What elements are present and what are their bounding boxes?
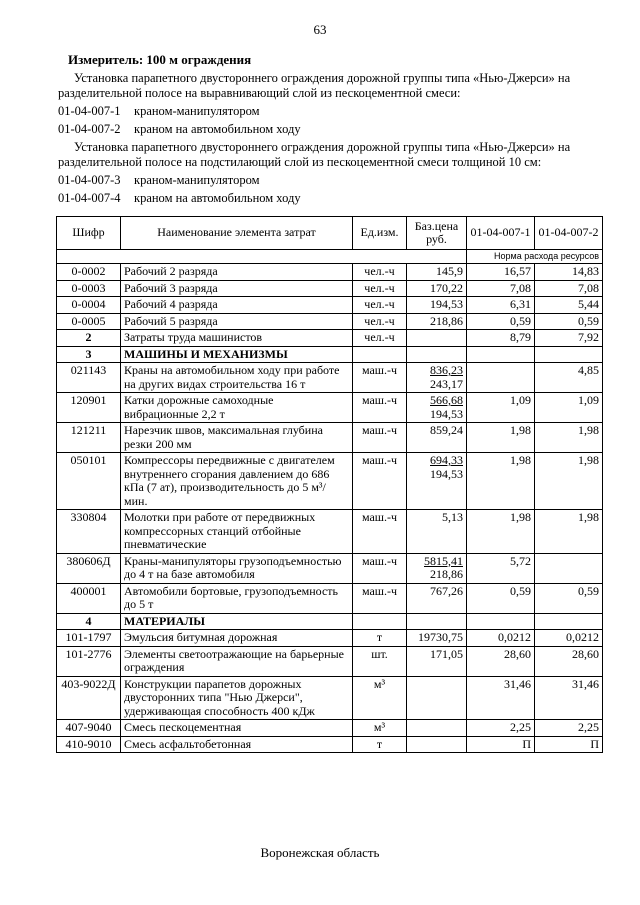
table-row: [57, 630, 603, 647]
cell-value-2: 31,46: [535, 676, 603, 720]
cell-value-1: 1,09: [467, 393, 535, 423]
cell-value-2: [535, 346, 603, 363]
cell-code: 021143: [57, 363, 121, 393]
cell-name: Конструкции парапетов дорожных двусторонних типа "Нью Джерси", удерживающая способность 400 кДж: [121, 676, 353, 720]
cell-value-2: 2,25: [535, 720, 603, 737]
cell-value-2: 0,59: [535, 583, 603, 613]
cell-name: МАТЕРИАЛЫ: [121, 613, 353, 630]
cell-name: Элементы светоотражающие на барьерные ограждения: [121, 646, 353, 676]
cell-code: 410-9010: [57, 736, 121, 753]
table-row: [57, 313, 603, 330]
table-row: [57, 393, 603, 423]
section-row: [57, 346, 603, 363]
page-number: 63: [313, 22, 327, 37]
cell-value-2: 1,09: [535, 393, 603, 423]
table-row: [57, 280, 603, 297]
cell-value-1: 1,98: [467, 453, 535, 510]
header-code: Шифр: [57, 217, 121, 250]
cell-name: Краны на автомобильном ходу при работе на других видах строительства 16 т: [121, 363, 353, 393]
table-header-row: [57, 217, 603, 250]
meter-heading: Измеритель: 100 м ограждения: [68, 52, 252, 67]
cell-name: Затраты труда машинистов: [121, 330, 353, 347]
cell-code: 0-0003: [57, 280, 121, 297]
header-col1: 01-04-007-1: [467, 217, 535, 250]
cell-value-2: 1,98: [535, 510, 603, 554]
cell-value-1: 1,98: [467, 423, 535, 453]
cell-unit: маш.-ч: [353, 453, 407, 510]
cell-unit: чел.-ч: [353, 264, 407, 281]
cell-price: [407, 613, 467, 630]
cell-value-2: П: [535, 736, 603, 753]
cell-value-1: [467, 363, 535, 393]
cell-value-1: [467, 346, 535, 363]
cell-price: 5815,41 218,86: [407, 553, 467, 583]
cell-value-1: 28,60: [467, 646, 535, 676]
cell-value-1: 7,08: [467, 280, 535, 297]
cell-price: 767,26: [407, 583, 467, 613]
code-line: 01-04-007-2 краном на автомобильном ходу: [58, 122, 301, 136]
code-line: 01-04-007-1 краном-манипулятором: [58, 104, 260, 118]
cell-unit: чел.-ч: [353, 280, 407, 297]
cell-name: Нарезчик швов, максимальная глубина резки 200 мм: [121, 423, 353, 453]
table-row: [57, 720, 603, 737]
cell-price: 694,33 194,53: [407, 453, 467, 510]
table-row: [57, 363, 603, 393]
cell-name: Молотки при работе от передвижных компрессорных станций отбойные пневматические: [121, 510, 353, 554]
cell-code: 3: [57, 346, 121, 363]
header-col2: 01-04-007-2: [535, 217, 603, 250]
cell-unit: маш.-ч: [353, 363, 407, 393]
cell-price: [407, 736, 467, 753]
cell-name: Смесь асфальтобетонная: [121, 736, 353, 753]
cell-value-2: 4,85: [535, 363, 603, 393]
cell-code: 120901: [57, 393, 121, 423]
cell-unit: м³: [353, 720, 407, 737]
section-row: [57, 613, 603, 630]
cell-unit: м³: [353, 676, 407, 720]
cell-price: 859,24: [407, 423, 467, 453]
table-row: [57, 646, 603, 676]
cell-unit: чел.-ч: [353, 297, 407, 314]
cell-name: Рабочий 3 разряда: [121, 280, 353, 297]
cell-price: 5,13: [407, 510, 467, 554]
table-row: [57, 583, 603, 613]
cell-value-1: 8,79: [467, 330, 535, 347]
cell-price: 836,23 243,17: [407, 363, 467, 393]
table-row: [57, 264, 603, 281]
cell-name: Эмульсия битумная дорожная: [121, 630, 353, 647]
header-price: Баз.цена руб.: [407, 217, 467, 250]
cell-code: 101-2776: [57, 646, 121, 676]
cell-unit: [353, 613, 407, 630]
cell-value-1: П: [467, 736, 535, 753]
cell-unit: маш.-ч: [353, 423, 407, 453]
cell-value-1: [467, 613, 535, 630]
cell-name: Рабочий 2 разряда: [121, 264, 353, 281]
cell-unit: шт.: [353, 646, 407, 676]
cell-value-2: 28,60: [535, 646, 603, 676]
cell-unit: т: [353, 736, 407, 753]
footer-region: Воронежская область: [260, 845, 380, 860]
cell-code: 101-1797: [57, 630, 121, 647]
cell-value-2: 7,08: [535, 280, 603, 297]
cell-unit: чел.-ч: [353, 330, 407, 347]
table-row: [57, 736, 603, 753]
header-unit: Ед.изм.: [353, 217, 407, 250]
cell-code: 0-0005: [57, 313, 121, 330]
cell-unit: маш.-ч: [353, 510, 407, 554]
cell-name: Автомобили бортовые, грузоподъемность до 5 т: [121, 583, 353, 613]
cell-code: 403-9022Д: [57, 676, 121, 720]
cell-value-1: 0,59: [467, 583, 535, 613]
cell-unit: т: [353, 630, 407, 647]
table-row: [57, 297, 603, 314]
table-row: [57, 453, 603, 510]
cell-price: 19730,75: [407, 630, 467, 647]
cell-unit: [353, 346, 407, 363]
table-row: [57, 676, 603, 720]
cell-unit: маш.-ч: [353, 553, 407, 583]
cell-value-2: 1,98: [535, 423, 603, 453]
code-line: 01-04-007-3 краном-манипулятором: [58, 173, 260, 187]
header-name: Наименование элемента затрат: [121, 217, 353, 250]
cell-value-2: [535, 553, 603, 583]
cell-value-1: 31,46: [467, 676, 535, 720]
cell-price: 194,53: [407, 297, 467, 314]
cell-unit: маш.-ч: [353, 583, 407, 613]
rates-table: [56, 216, 603, 753]
norma-row: [57, 250, 603, 264]
cell-code: 121211: [57, 423, 121, 453]
cell-name: МАШИНЫ И МЕХАНИЗМЫ: [121, 346, 353, 363]
table-row: [57, 330, 603, 347]
cell-code: 400001: [57, 583, 121, 613]
cell-price: 170,22: [407, 280, 467, 297]
cell-name: Компрессоры передвижные с двигателем внутреннего сгорания давлением до 686 кПа (7 ат), производительность до 5 м³/мин.: [121, 453, 353, 510]
cell-name: Катки дорожные самоходные вибрационные 2,2 т: [121, 393, 353, 423]
cell-value-2: 14,83: [535, 264, 603, 281]
cell-value-1: 5,72: [467, 553, 535, 583]
table-row: [57, 510, 603, 554]
cell-value-1: 6,31: [467, 297, 535, 314]
cell-value-1: 16,57: [467, 264, 535, 281]
table-row: [57, 553, 603, 583]
cell-price: 171,05: [407, 646, 467, 676]
cell-code: 380606Д: [57, 553, 121, 583]
cell-code: 0-0004: [57, 297, 121, 314]
norma-label: Норма расхода ресурсов: [467, 250, 603, 264]
cell-price: 145,9: [407, 264, 467, 281]
description-2: Установка парапетного двустороннего ограждения дорожной группы типа «Нью-Джерси» на разделительной полосе на подстилающий слой из пескоцементной смеси толщиной 10 см:: [58, 140, 571, 169]
cell-value-1: 0,0212: [467, 630, 535, 647]
cell-code: 4: [57, 613, 121, 630]
cell-name: Краны-манипуляторы грузоподъемностью до 4 т на базе автомобиля: [121, 553, 353, 583]
cell-unit: чел.-ч: [353, 313, 407, 330]
cell-value-1: 2,25: [467, 720, 535, 737]
cell-value-2: 0,0212: [535, 630, 603, 647]
cell-unit: маш.-ч: [353, 393, 407, 423]
cell-code: 050101: [57, 453, 121, 510]
code-line: 01-04-007-4 краном на автомобильном ходу: [58, 191, 301, 205]
cell-name: Рабочий 5 разряда: [121, 313, 353, 330]
cell-code: 0-0002: [57, 264, 121, 281]
cell-name: Рабочий 4 разряда: [121, 297, 353, 314]
cell-code: 407-9040: [57, 720, 121, 737]
table-row: [57, 423, 603, 453]
cell-code: 330804: [57, 510, 121, 554]
cell-price: 566,68 194,53: [407, 393, 467, 423]
cell-value-2: 1,98: [535, 453, 603, 510]
cell-price: [407, 346, 467, 363]
description-1: Установка парапетного двустороннего ограждения дорожной группы типа «Нью-Джерси» на разделительной полосе на выравнивающий слой из пескоцементной смеси:: [58, 71, 571, 100]
cell-price: [407, 720, 467, 737]
cell-code: 2: [57, 330, 121, 347]
cell-value-1: 1,98: [467, 510, 535, 554]
cell-price: 218,86: [407, 313, 467, 330]
cell-price: [407, 676, 467, 720]
cell-value-2: [535, 613, 603, 630]
cell-price: [407, 330, 467, 347]
cell-value-2: 0,59: [535, 313, 603, 330]
cell-value-2: 7,92: [535, 330, 603, 347]
cell-name: Смесь пескоцементная: [121, 720, 353, 737]
cell-value-1: 0,59: [467, 313, 535, 330]
cell-value-2: 5,44: [535, 297, 603, 314]
